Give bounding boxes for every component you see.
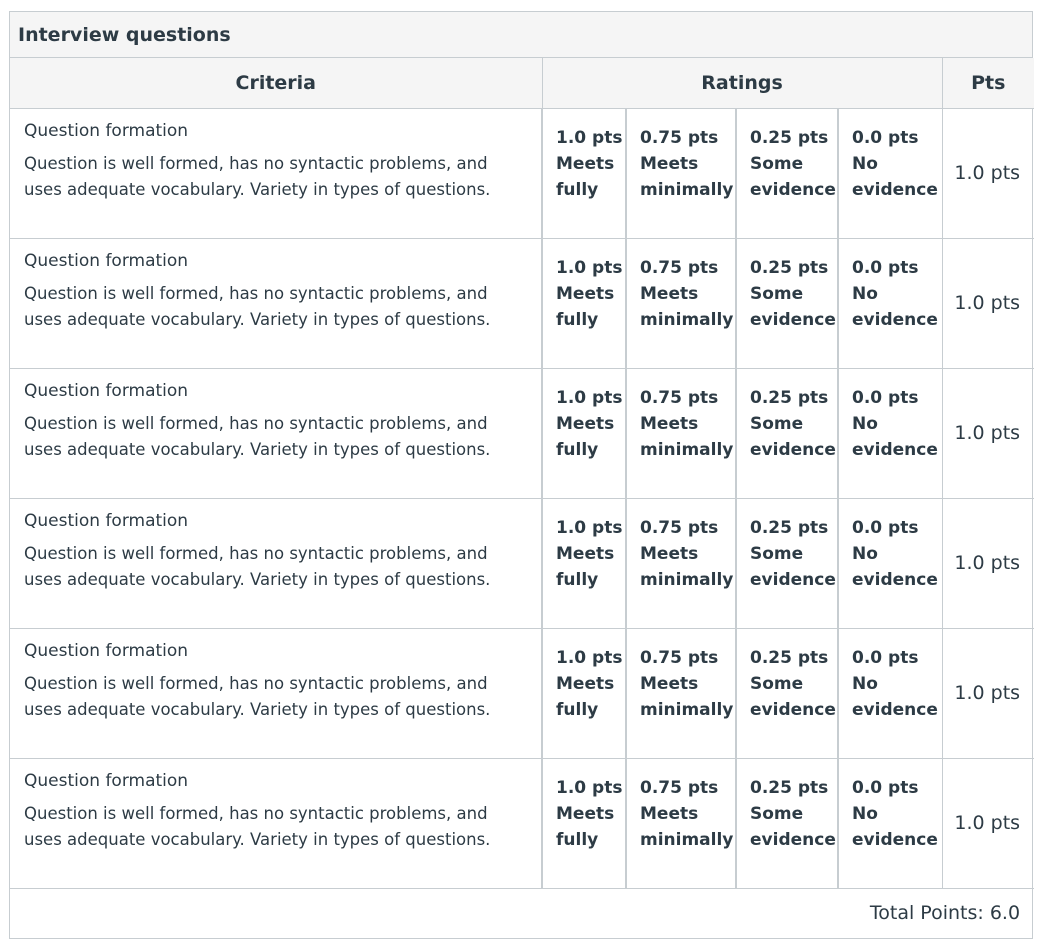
rating-points: 0.25 pts xyxy=(750,257,829,278)
rating-cell[interactable] xyxy=(626,758,736,888)
rating-points: 1.0 pts xyxy=(556,387,623,408)
criterion-row xyxy=(10,758,1034,888)
rating-description: Meets minimally xyxy=(640,803,734,850)
rating-description: Some evidence xyxy=(750,803,836,850)
criterion-title: Question formation xyxy=(24,250,189,271)
rating-cell[interactable] xyxy=(626,108,736,238)
rubric-panel xyxy=(9,11,1033,939)
criterion-description: Question is well formed, has no syntactic problems, and uses adequate vocabulary. Variety in types of questions. xyxy=(24,673,491,719)
rating-points: 0.25 pts xyxy=(750,127,829,148)
rating-points: 0.75 pts xyxy=(640,777,719,798)
rating-description: No evidence xyxy=(852,673,938,720)
criterion-description: Question is well formed, has no syntactic problems, and uses adequate vocabulary. Variety in types of questions. xyxy=(24,413,491,459)
criterion-cell xyxy=(10,108,542,238)
criterion-row xyxy=(10,368,1034,498)
criterion-cell xyxy=(10,238,542,368)
criterion-cell xyxy=(10,628,542,758)
rating-description: Meets fully xyxy=(556,413,615,460)
rating-points: 0.0 pts xyxy=(852,647,919,668)
rating-cell[interactable] xyxy=(838,238,942,368)
header-row xyxy=(10,58,1034,108)
rating-cell[interactable] xyxy=(626,238,736,368)
rating-points: 0.0 pts xyxy=(852,257,919,278)
criterion-description: Question is well formed, has no syntactic problems, and uses adequate vocabulary. Variety in types of questions. xyxy=(24,283,491,329)
rating-points: 0.75 pts xyxy=(640,257,719,278)
rating-points: 1.0 pts xyxy=(556,257,623,278)
rating-description: No evidence xyxy=(852,153,938,200)
pts-header: Pts xyxy=(942,58,1034,108)
rating-description: No evidence xyxy=(852,283,938,330)
rating-description: Some evidence xyxy=(750,673,836,720)
rating-points: 0.0 pts xyxy=(852,127,919,148)
criterion-cell xyxy=(10,758,542,888)
criterion-cell xyxy=(10,498,542,628)
rating-description: Some evidence xyxy=(750,283,836,330)
criterion-title: Question formation xyxy=(24,380,189,401)
rating-description: Meets minimally xyxy=(640,413,734,460)
rubric-table xyxy=(10,58,1034,938)
rating-cell[interactable] xyxy=(838,758,942,888)
rating-description: Meets minimally xyxy=(640,673,734,720)
rating-points: 0.75 pts xyxy=(640,127,719,148)
criterion-points: 1.0 pts xyxy=(942,108,1034,238)
rating-cell[interactable] xyxy=(542,758,626,888)
criterion-title: Question formation xyxy=(24,120,189,141)
rating-points: 1.0 pts xyxy=(556,777,623,798)
total-row xyxy=(10,888,1034,938)
rating-description: Some evidence xyxy=(750,153,836,200)
rating-cell[interactable] xyxy=(736,238,838,368)
rating-description: No evidence xyxy=(852,413,938,460)
criterion-points: 1.0 pts xyxy=(942,628,1034,758)
rating-points: 0.75 pts xyxy=(640,647,719,668)
rating-cell[interactable] xyxy=(542,628,626,758)
rating-cell[interactable] xyxy=(838,368,942,498)
rating-description: Some evidence xyxy=(750,543,836,590)
criterion-description: Question is well formed, has no syntactic problems, and uses adequate vocabulary. Variety in types of questions. xyxy=(24,153,491,199)
criterion-title: Question formation xyxy=(24,770,189,791)
rating-description: Meets fully xyxy=(556,283,615,330)
rating-cell[interactable] xyxy=(736,108,838,238)
rating-cell[interactable] xyxy=(542,238,626,368)
rating-cell[interactable] xyxy=(736,498,838,628)
rubric-title: Interview questions xyxy=(10,12,1032,58)
criteria-header: Criteria xyxy=(10,58,542,108)
rating-description: Meets minimally xyxy=(640,283,734,330)
criterion-points: 1.0 pts xyxy=(942,498,1034,628)
rating-cell[interactable] xyxy=(736,758,838,888)
rating-cell[interactable] xyxy=(542,368,626,498)
criterion-row xyxy=(10,238,1034,368)
rating-description: Meets fully xyxy=(556,543,615,590)
rating-cell[interactable] xyxy=(542,498,626,628)
rating-description: Meets fully xyxy=(556,803,615,850)
rating-cell[interactable] xyxy=(736,368,838,498)
rating-points: 1.0 pts xyxy=(556,127,623,148)
criterion-points: 1.0 pts xyxy=(942,368,1034,498)
rating-description: No evidence xyxy=(852,543,938,590)
criterion-cell xyxy=(10,368,542,498)
rating-cell[interactable] xyxy=(736,628,838,758)
rating-description: Meets fully xyxy=(556,673,615,720)
ratings-header: Ratings xyxy=(542,58,942,108)
total-points: Total Points: 6.0 xyxy=(10,888,1034,938)
rating-description: Meets minimally xyxy=(640,153,734,200)
criterion-row xyxy=(10,628,1034,758)
criterion-description: Question is well formed, has no syntactic problems, and uses adequate vocabulary. Variety in types of questions. xyxy=(24,543,491,589)
rating-points: 0.25 pts xyxy=(750,647,829,668)
criterion-points: 1.0 pts xyxy=(942,238,1034,368)
rating-points: 0.25 pts xyxy=(750,517,829,538)
rating-description: Some evidence xyxy=(750,413,836,460)
rating-description: No evidence xyxy=(852,803,938,850)
rating-points: 1.0 pts xyxy=(556,517,623,538)
rating-description: Meets fully xyxy=(556,153,615,200)
criterion-row xyxy=(10,498,1034,628)
rating-points: 0.0 pts xyxy=(852,777,919,798)
rating-points: 0.25 pts xyxy=(750,777,829,798)
rating-cell[interactable] xyxy=(626,628,736,758)
rating-points: 0.0 pts xyxy=(852,517,919,538)
rating-points: 1.0 pts xyxy=(556,647,623,668)
rating-points: 0.25 pts xyxy=(750,387,829,408)
rating-points: 0.75 pts xyxy=(640,517,719,538)
criterion-title: Question formation xyxy=(24,510,189,531)
rating-cell[interactable] xyxy=(838,498,942,628)
criterion-row xyxy=(10,108,1034,238)
criterion-title: Question formation xyxy=(24,640,189,661)
rating-points: 0.0 pts xyxy=(852,387,919,408)
rating-points: 0.75 pts xyxy=(640,387,719,408)
rating-cell[interactable] xyxy=(838,108,942,238)
rating-cell[interactable] xyxy=(626,498,736,628)
rating-cell[interactable] xyxy=(542,108,626,238)
rating-description: Meets minimally xyxy=(640,543,734,590)
rating-cell[interactable] xyxy=(626,368,736,498)
rating-cell[interactable] xyxy=(838,628,942,758)
criterion-description: Question is well formed, has no syntactic problems, and uses adequate vocabulary. Variety in types of questions. xyxy=(24,803,491,849)
criterion-points: 1.0 pts xyxy=(942,758,1034,888)
